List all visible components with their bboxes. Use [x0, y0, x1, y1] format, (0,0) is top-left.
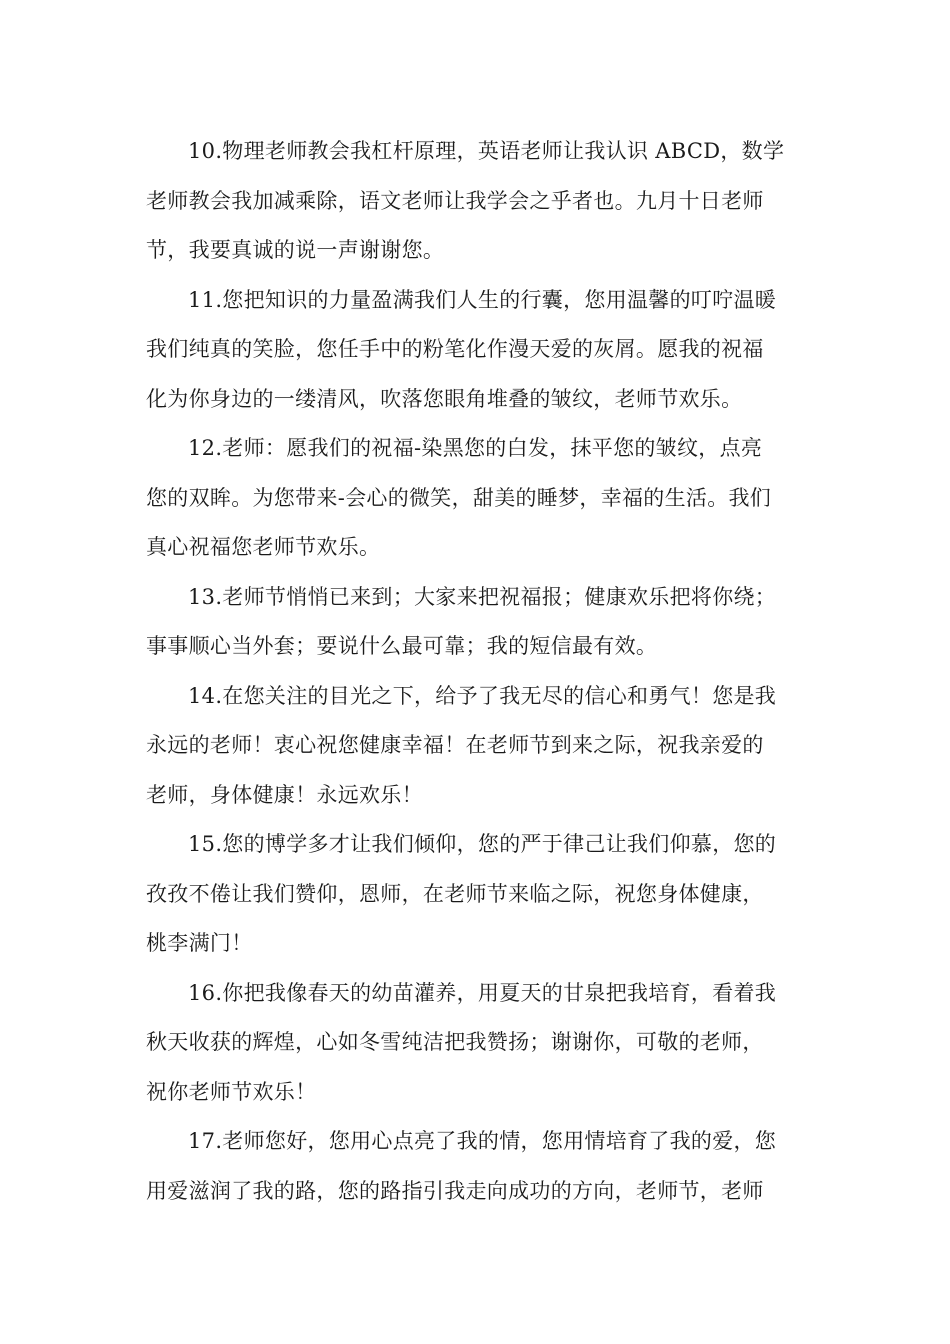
paragraph-line: 老师教会我加减乘除，语文老师让我学会之乎者也。九月十日老师 — [146, 188, 764, 213]
paragraph-line: 10.物理老师教会我杠杆原理，英语老师让我认识 ABCD，数学 — [188, 139, 785, 163]
paragraph-line: 我们纯真的笑脸，您任手中的粉笔化作漫天爱的灰屑。愿我的祝福 — [146, 337, 764, 361]
paragraph-line: 老师，身体健康！永远欢乐！ — [146, 782, 423, 807]
paragraph-line: 用爱滋润了我的路，您的路指引我走向成功的方向，老师节，老师 — [146, 1178, 764, 1203]
paragraph-line: 真心祝福您老师节欢乐。 — [146, 535, 381, 559]
paragraph-line: 化为你身边的一缕清风，吹落您眼角堆叠的皱纹，老师节欢乐。 — [146, 386, 743, 411]
paragraph-line: 事事顺心当外套；要说什么最可靠；我的短信最有效。 — [146, 634, 658, 658]
paragraph-11 — [146, 276, 806, 425]
paragraph-16 — [146, 969, 806, 1118]
paragraph-17 — [146, 1117, 806, 1216]
paragraph-line: 节，我要真诚的说一声谢谢您。 — [146, 238, 445, 262]
paragraph-line: 永远的老师！衷心祝您健康幸福！在老师节到来之际，祝我亲爱的 — [146, 733, 764, 757]
paragraph-line: 孜孜不倦让我们赞仰，恩师，在老师节来临之际，祝您身体健康， — [146, 881, 764, 906]
paragraph-line: 11.您把知识的力量盈满我们人生的行囊，您用温馨的叮咛温暖 — [188, 287, 777, 312]
paragraph-line: 13.老师节悄悄已来到；大家来把祝福报；健康欢乐把将你绕； — [188, 584, 777, 609]
paragraph-13 — [146, 573, 806, 672]
document-body — [146, 127, 806, 1216]
paragraph-14 — [146, 672, 806, 821]
paragraph-line: 12.老师：愿我们的祝福-染黑您的白发，抹平您的皱纹，点亮 — [188, 436, 763, 460]
paragraph-line: 桃李满门！ — [146, 931, 253, 955]
paragraph-12 — [146, 424, 806, 573]
paragraph-line: 秋天收获的辉煌，心如冬雪纯洁把我赞扬；谢谢你，可敬的老师， — [146, 1030, 764, 1054]
paragraph-10 — [146, 127, 806, 276]
paragraph-line: 15.您的博学多才让我们倾仰，您的严于律己让我们仰慕，您的 — [188, 832, 777, 856]
paragraph-15 — [146, 820, 806, 969]
paragraph-line: 17.老师您好，您用心点亮了我的情，您用情培育了我的爱，您 — [188, 1129, 777, 1153]
paragraph-line: 14.在您关注的目光之下，给予了我无尽的信心和勇气！您是我 — [188, 683, 777, 708]
paragraph-line: 16.你把我像春天的幼苗灌养，用夏天的甘泉把我培育，看着我 — [188, 980, 777, 1005]
paragraph-line: 祝你老师节欢乐！ — [146, 1079, 317, 1104]
paragraph-line: 您的双眸。为您带来-会心的微笑，甜美的睡梦，幸福的生活。我们 — [146, 485, 772, 510]
